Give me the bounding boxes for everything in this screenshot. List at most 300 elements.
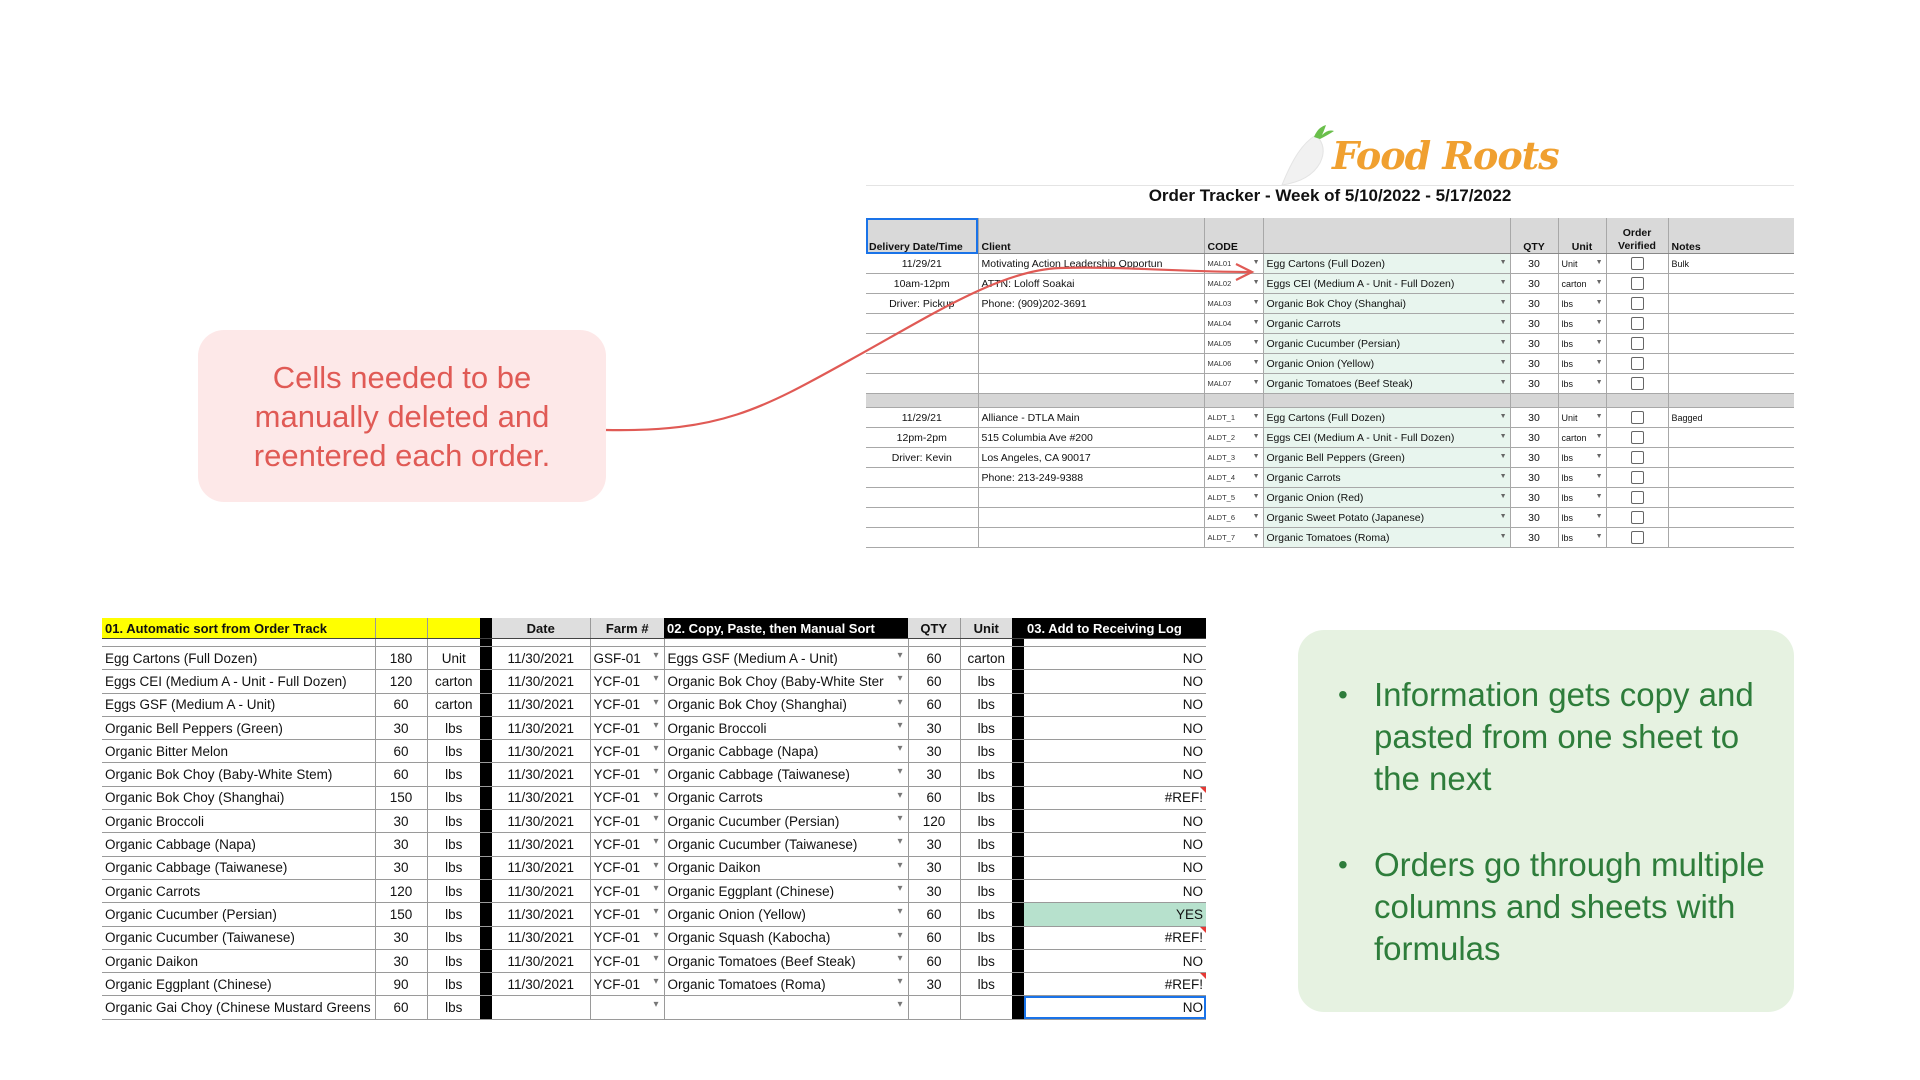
date-cell[interactable]: 11/30/2021 [492,949,590,972]
item-cell[interactable]: Organic Tomatoes (Roma) ▼ [1263,528,1510,548]
client-cell[interactable] [978,334,1204,354]
delivery-cell[interactable] [866,374,978,394]
item-cell[interactable]: Organic Sweet Potato (Japanese) ▼ [1263,508,1510,528]
dropdown-arrow-icon[interactable]: ▼ [1252,453,1260,460]
qty-cell[interactable]: 30 [375,810,427,833]
item2-cell[interactable]: Organic Squash (Kabocha) ▾ [664,926,908,949]
farm-cell[interactable]: YCF-01 ▾ [590,903,664,926]
verified-cell[interactable] [1606,428,1668,448]
unit-cell[interactable]: Unit ▼ [1558,408,1606,428]
notes-cell[interactable] [1668,528,1794,548]
delivery-cell[interactable] [866,528,978,548]
header-delivery[interactable]: Delivery Date/Time [866,218,978,254]
item-cell[interactable]: Organic Broccoli [102,810,375,833]
code-cell[interactable]: ALDT_5 ▼ [1204,488,1263,508]
item-cell[interactable]: Organic Bell Peppers (Green) ▼ [1263,448,1510,468]
delivery-cell[interactable]: 11/29/21 [866,254,978,274]
log-status-cell[interactable]: NO [1024,949,1206,972]
item-cell[interactable]: Organic Onion (Red) ▼ [1263,488,1510,508]
verified-cell[interactable] [1606,334,1668,354]
verified-checkbox[interactable] [1631,411,1644,424]
qty2-cell[interactable]: 60 [908,693,960,716]
item-cell[interactable]: Organic Cucumber (Persian) ▼ [1263,334,1510,354]
header-code[interactable]: CODE [1204,218,1263,254]
dropdown-arrow-icon[interactable]: ▼ [1252,319,1260,326]
unit-cell[interactable]: lbs [427,763,480,786]
client-cell[interactable]: Phone: 213-249-9388 [978,468,1204,488]
unit-cell[interactable]: Unit [427,647,480,670]
dropdown-arrow-icon[interactable]: ▼ [1252,513,1260,520]
item-cell[interactable]: Organic Eggplant (Chinese) [102,973,375,996]
code-cell[interactable]: ALDT_3 ▼ [1204,448,1263,468]
qty-cell[interactable]: 30 [1510,448,1558,468]
qty2-cell[interactable] [908,996,960,1019]
farm-header[interactable]: Farm # [590,618,664,639]
dropdown-arrow-icon[interactable]: ▼ [1499,433,1507,440]
qty2-cell[interactable]: 60 [908,903,960,926]
section3-header[interactable]: 03. Add to Receiving Log [1024,618,1206,639]
farm-cell[interactable] [590,996,664,1019]
delivery-cell[interactable] [866,468,978,488]
unit2-cell[interactable]: lbs [960,926,1012,949]
dropdown-arrow-icon[interactable]: ▼ [1499,359,1507,366]
verified-checkbox[interactable] [1631,337,1644,350]
client-cell[interactable]: Los Angeles, CA 90017 [978,448,1204,468]
unit-cell[interactable]: lbs [427,996,480,1019]
item-cell[interactable]: Organic Bitter Melon [102,740,375,763]
unit2-cell[interactable]: lbs [960,740,1012,763]
date-cell[interactable]: 11/30/2021 [492,810,590,833]
dropdown-arrow-icon[interactable]: ▼ [1499,379,1507,386]
dropdown-arrow-icon[interactable]: ▼ [1595,339,1603,346]
verified-cell[interactable] [1606,488,1668,508]
qty-cell[interactable]: 150 [375,903,427,926]
log-status-cell[interactable]: NO [1024,833,1206,856]
date-cell[interactable]: 11/30/2021 [492,926,590,949]
item-cell[interactable]: Organic Bell Peppers (Green) [102,716,375,739]
item2-cell[interactable]: Organic Tomatoes (Beef Steak) ▾ [664,949,908,972]
farm-cell[interactable]: YCF-01 ▾ [590,693,664,716]
unit2-cell[interactable]: lbs [960,810,1012,833]
qty2-cell[interactable]: 30 [908,973,960,996]
verified-checkbox[interactable] [1631,317,1644,330]
dropdown-arrow-icon[interactable]: ▼ [1499,279,1507,286]
delivery-cell[interactable] [866,314,978,334]
code-cell[interactable]: ALDT_4 ▼ [1204,468,1263,488]
verified-cell[interactable] [1606,354,1668,374]
date-cell[interactable]: 11/30/2021 [492,856,590,879]
qty-cell[interactable]: 30 [375,833,427,856]
item-cell[interactable]: Organic Bok Choy (Shanghai) ▼ [1263,294,1510,314]
unit-cell[interactable]: lbs ▼ [1558,374,1606,394]
qty2-cell[interactable]: 30 [908,763,960,786]
delivery-cell[interactable]: 12pm-2pm [866,428,978,448]
unit2-cell[interactable]: lbs [960,949,1012,972]
unit-cell[interactable]: lbs ▼ [1558,528,1606,548]
notes-cell[interactable] [1668,274,1794,294]
item-cell[interactable]: Organic Tomatoes (Beef Steak) ▼ [1263,374,1510,394]
qty2-cell[interactable]: 60 [908,949,960,972]
qty-cell[interactable]: 30 [1510,374,1558,394]
unit-cell[interactable]: lbs ▼ [1558,314,1606,334]
item-cell[interactable]: Organic Gai Choy (Chinese Mustard Greens [102,996,375,1019]
dropdown-arrow-icon[interactable]: ▼ [1252,279,1260,286]
qty-cell[interactable]: 150 [375,786,427,809]
item-cell[interactable]: Organic Cabbage (Taiwanese) [102,856,375,879]
header-verified[interactable]: Order Verified [1606,218,1668,254]
notes-cell[interactable] [1668,334,1794,354]
dropdown-arrow-icon[interactable]: ▼ [1595,493,1603,500]
unit2-cell[interactable]: lbs [960,716,1012,739]
qty2-cell[interactable]: 60 [908,786,960,809]
dropdown-arrow-icon[interactable]: ▼ [1595,433,1603,440]
dropdown-arrow-icon[interactable]: ▼ [1252,473,1260,480]
farm-cell[interactable]: GSF-01 ▾ [590,647,664,670]
unit-cell[interactable]: Unit ▼ [1558,254,1606,274]
unit2-cell[interactable]: lbs [960,903,1012,926]
date-cell[interactable]: 11/30/2021 [492,716,590,739]
delivery-cell[interactable] [866,354,978,374]
unit-cell[interactable]: lbs ▼ [1558,508,1606,528]
farm-cell[interactable]: YCF-01 ▾ [590,949,664,972]
code-cell[interactable]: MAL01 ▼ [1204,254,1263,274]
unit-cell[interactable]: lbs [427,833,480,856]
date-cell[interactable]: 11/30/2021 [492,879,590,902]
verified-checkbox[interactable] [1631,297,1644,310]
log-status-cell[interactable]: YES [1024,903,1206,926]
dropdown-arrow-icon[interactable]: ▼ [1499,413,1507,420]
unit2-cell[interactable]: lbs [960,670,1012,693]
qty2-cell[interactable]: 60 [908,647,960,670]
notes-cell[interactable] [1668,448,1794,468]
verified-cell[interactable] [1606,408,1668,428]
verified-cell[interactable] [1606,508,1668,528]
qty-cell[interactable]: 30 [1510,528,1558,548]
client-cell[interactable] [978,528,1204,548]
notes-cell[interactable] [1668,488,1794,508]
client-cell[interactable] [978,354,1204,374]
item-cell[interactable]: Organic Bok Choy (Baby-White Stem) [102,763,375,786]
dropdown-arrow-icon[interactable]: ▼ [1252,493,1260,500]
qty-cell[interactable]: 30 [1510,488,1558,508]
item-cell[interactable]: Eggs CEI (Medium A - Unit - Full Dozen) ▼ [1263,274,1510,294]
delivery-cell[interactable] [866,508,978,528]
item-cell[interactable]: Organic Cabbage (Napa) [102,833,375,856]
qty-cell[interactable]: 30 [1510,428,1558,448]
qty-cell[interactable]: 60 [375,740,427,763]
dropdown-arrow-icon[interactable]: ▼ [1252,359,1260,366]
verified-cell[interactable] [1606,374,1668,394]
item2-cell[interactable]: Organic Cucumber (Taiwanese) ▾ [664,833,908,856]
qty-cell[interactable]: 30 [375,949,427,972]
unit2-cell[interactable]: lbs [960,786,1012,809]
item-cell[interactable]: Egg Cartons (Full Dozen) [102,647,375,670]
qty-cell[interactable]: 30 [1510,408,1558,428]
unit-cell[interactable]: lbs ▼ [1558,354,1606,374]
verified-cell[interactable] [1606,254,1668,274]
unit2-cell[interactable]: lbs [960,763,1012,786]
farm-cell[interactable]: YCF-01 ▾ [590,670,664,693]
code-cell[interactable]: ALDT_7 ▼ [1204,528,1263,548]
unit-cell[interactable]: lbs ▼ [1558,448,1606,468]
farm-cell[interactable]: YCF-01 ▾ [590,926,664,949]
delivery-cell[interactable]: Driver: Kevin [866,448,978,468]
unit-cell[interactable]: carton [427,670,480,693]
client-cell[interactable]: Alliance - DTLA Main [978,408,1204,428]
notes-cell[interactable] [1668,354,1794,374]
date-cell[interactable]: 11/30/2021 [492,786,590,809]
log-status-cell[interactable]: NO [1024,879,1206,902]
item-cell[interactable]: Organic Carrots [102,879,375,902]
dropdown-arrow-icon[interactable]: ▼ [1595,299,1603,306]
client-cell[interactable]: ATTN: Loloff Soakai [978,274,1204,294]
verified-cell[interactable] [1606,528,1668,548]
notes-cell[interactable]: Bulk [1668,254,1794,274]
date-cell[interactable]: 11/30/2021 [492,903,590,926]
log-status-cell[interactable]: NO [1024,670,1206,693]
header-qty[interactable]: QTY [1510,218,1558,254]
farm-cell[interactable]: YCF-01 ▾ [590,879,664,902]
verified-checkbox[interactable] [1631,531,1644,544]
dropdown-arrow-icon[interactable]: ▼ [1595,413,1603,420]
dropdown-arrow-icon[interactable]: ▼ [1252,299,1260,306]
qty-cell[interactable]: 60 [375,763,427,786]
dropdown-arrow-icon[interactable]: ▼ [1595,359,1603,366]
farm-cell[interactable]: YCF-01 ▾ [590,763,664,786]
farm-cell[interactable]: YCF-01 ▾ [590,833,664,856]
header-notes[interactable]: Notes [1668,218,1794,254]
unit-cell[interactable]: lbs [427,926,480,949]
date-cell[interactable]: 11/30/2021 [492,763,590,786]
verified-cell[interactable] [1606,274,1668,294]
delivery-cell[interactable]: Driver: Pickup [866,294,978,314]
dropdown-arrow-icon[interactable]: ▼ [1595,259,1603,266]
dropdown-arrow-icon[interactable]: ▼ [1499,453,1507,460]
farm-cell[interactable]: YCF-01 ▾ [590,740,664,763]
item-cell[interactable]: Organic Daikon [102,949,375,972]
verified-checkbox[interactable] [1631,491,1644,504]
qty-cell[interactable]: 30 [1510,254,1558,274]
dropdown-arrow-icon[interactable]: ▼ [1252,533,1260,540]
unit-cell[interactable]: lbs [427,856,480,879]
farm-cell[interactable]: YCF-01 ▾ [590,856,664,879]
qty-cell[interactable]: 60 [375,693,427,716]
qty2-cell[interactable]: 60 [908,670,960,693]
dropdown-arrow-icon[interactable]: ▼ [1252,433,1260,440]
verified-checkbox[interactable] [1631,277,1644,290]
date-cell[interactable] [492,996,590,1019]
qty-cell[interactable]: 90 [375,973,427,996]
qty-cell[interactable]: 120 [375,879,427,902]
item2-cell[interactable]: Organic Cucumber (Persian) ▾ [664,810,908,833]
dropdown-arrow-icon[interactable]: ▼ [1252,379,1260,386]
dropdown-arrow-icon[interactable]: ▼ [1499,493,1507,500]
dropdown-arrow-icon[interactable]: ▼ [1595,473,1603,480]
date-cell[interactable]: 11/30/2021 [492,647,590,670]
item2-cell[interactable]: Organic Bok Choy (Shanghai) ▾ [664,693,908,716]
log-status-cell[interactable]: #REF! [1024,786,1206,809]
delivery-cell[interactable]: 10am-12pm [866,274,978,294]
qty2-cell[interactable]: 30 [908,833,960,856]
dropdown-arrow-icon[interactable]: ▼ [1252,413,1260,420]
log-status-cell[interactable]: NO [1024,763,1206,786]
dropdown-arrow-icon[interactable]: ▼ [1499,339,1507,346]
header-unit[interactable]: Unit [1558,218,1606,254]
dropdown-arrow-icon[interactable]: ▼ [1595,279,1603,286]
section1-header[interactable]: 01. Automatic sort from Order Track [102,618,375,639]
verified-checkbox[interactable] [1631,431,1644,444]
unit-cell[interactable]: lbs [427,716,480,739]
qty2-cell[interactable]: 30 [908,879,960,902]
date-cell[interactable]: 11/30/2021 [492,973,590,996]
client-cell[interactable] [978,508,1204,528]
notes-cell[interactable] [1668,314,1794,334]
qty-cell[interactable]: 30 [1510,354,1558,374]
item-cell[interactable]: Organic Carrots ▼ [1263,314,1510,334]
section1-unit-header[interactable] [427,618,480,639]
verified-checkbox[interactable] [1631,451,1644,464]
item2-cell[interactable]: Organic Carrots ▾ [664,786,908,809]
unit-cell[interactable]: lbs [427,786,480,809]
code-cell[interactable]: ALDT_1 ▼ [1204,408,1263,428]
date-cell[interactable]: 11/30/2021 [492,693,590,716]
unit-cell[interactable]: carton ▼ [1558,274,1606,294]
unit-cell[interactable]: carton [427,693,480,716]
unit2-cell[interactable]: lbs [960,856,1012,879]
code-cell[interactable]: MAL07 ▼ [1204,374,1263,394]
unit2-cell[interactable]: lbs [960,879,1012,902]
code-cell[interactable]: ALDT_6 ▼ [1204,508,1263,528]
qty-cell[interactable]: 30 [1510,334,1558,354]
qty-cell[interactable]: 30 [375,926,427,949]
log-status-cell[interactable]: NO [1024,647,1206,670]
unit-cell[interactable]: lbs [427,879,480,902]
item-cell[interactable]: Eggs GSF (Medium A - Unit) [102,693,375,716]
delivery-cell[interactable] [866,334,978,354]
notes-cell[interactable] [1668,294,1794,314]
qty-cell[interactable]: 30 [1510,468,1558,488]
qty2-cell[interactable]: 30 [908,716,960,739]
farm-cell[interactable]: YCF-01 ▾ [590,973,664,996]
section2-header[interactable]: 02. Copy, Paste, then Manual Sort [664,618,908,639]
verified-checkbox[interactable] [1631,377,1644,390]
item-cell[interactable]: Organic Bok Choy (Shanghai) [102,786,375,809]
item-cell[interactable]: Eggs CEI (Medium A - Unit - Full Dozen) [102,670,375,693]
dropdown-arrow-icon[interactable]: ▼ [1499,533,1507,540]
unit-cell[interactable]: lbs [427,810,480,833]
farm-cell[interactable]: YCF-01 ▾ [590,716,664,739]
notes-cell[interactable] [1668,374,1794,394]
unit-cell[interactable]: lbs [427,949,480,972]
unit2-cell[interactable]: carton [960,647,1012,670]
unit-cell[interactable]: lbs ▼ [1558,294,1606,314]
unit2-cell[interactable]: lbs [960,973,1012,996]
unit-cell[interactable]: lbs ▼ [1558,488,1606,508]
item2-cell[interactable]: Organic Cabbage (Taiwanese) ▾ [664,763,908,786]
log-status-cell[interactable]: NO [1024,693,1206,716]
dropdown-arrow-icon[interactable]: ▼ [1595,513,1603,520]
item-cell[interactable]: Eggs CEI (Medium A - Unit - Full Dozen) ▼ [1263,428,1510,448]
qty-cell[interactable]: 60 [375,996,427,1019]
qty-cell[interactable]: 30 [1510,314,1558,334]
log-status-cell[interactable]: NO [1024,996,1206,1019]
item2-cell[interactable]: Organic Eggplant (Chinese) ▾ [664,879,908,902]
log-status-cell[interactable]: NO [1024,716,1206,739]
qty2-cell[interactable]: 30 [908,740,960,763]
notes-cell[interactable] [1668,508,1794,528]
qty2-cell[interactable]: 30 [908,856,960,879]
delivery-cell[interactable]: 11/29/21 [866,408,978,428]
item2-cell[interactable]: Eggs GSF (Medium A - Unit) ▾ [664,647,908,670]
date-cell[interactable]: 11/30/2021 [492,740,590,763]
unit-cell[interactable]: lbs ▼ [1558,468,1606,488]
code-cell[interactable]: MAL05 ▼ [1204,334,1263,354]
verified-checkbox[interactable] [1631,471,1644,484]
farm-cell[interactable]: YCF-01 ▾ [590,786,664,809]
dropdown-arrow-icon[interactable]: ▼ [1499,513,1507,520]
client-cell[interactable]: 515 Columbia Ave #200 [978,428,1204,448]
section1-qty-header[interactable] [375,618,427,639]
header-client[interactable]: Client [978,218,1204,254]
qty-cell[interactable]: 30 [1510,508,1558,528]
client-cell[interactable]: Phone: (909)202-3691 [978,294,1204,314]
log-status-cell[interactable]: NO [1024,740,1206,763]
item-cell[interactable]: Organic Carrots ▼ [1263,468,1510,488]
verified-cell[interactable] [1606,468,1668,488]
unit-cell[interactable]: lbs ▼ [1558,334,1606,354]
unit-cell[interactable]: lbs [427,740,480,763]
qty-cell[interactable]: 30 [375,716,427,739]
date-cell[interactable]: 11/30/2021 [492,833,590,856]
item2-cell[interactable]: Organic Daikon ▾ [664,856,908,879]
unit-cell[interactable]: carton ▼ [1558,428,1606,448]
qty-cell[interactable]: 30 [375,856,427,879]
verified-cell[interactable] [1606,314,1668,334]
dropdown-arrow-icon[interactable]: ▼ [1499,319,1507,326]
date-header[interactable]: Date [492,618,590,639]
item-cell[interactable]: Egg Cartons (Full Dozen) ▼ [1263,408,1510,428]
dropdown-arrow-icon[interactable]: ▼ [1499,299,1507,306]
delivery-cell[interactable] [866,488,978,508]
client-cell[interactable] [978,488,1204,508]
verified-cell[interactable] [1606,448,1668,468]
dropdown-arrow-icon[interactable]: ▼ [1595,453,1603,460]
dropdown-arrow-icon[interactable]: ▼ [1499,259,1507,266]
notes-cell[interactable] [1668,428,1794,448]
dropdown-arrow-icon[interactable]: ▼ [1595,379,1603,386]
qty-cell[interactable]: 120 [375,670,427,693]
dropdown-arrow-icon[interactable]: ▼ [1499,473,1507,480]
qty-header[interactable]: QTY [908,618,960,639]
verified-cell[interactable] [1606,294,1668,314]
dropdown-arrow-icon[interactable]: ▼ [1595,533,1603,540]
date-cell[interactable]: 11/30/2021 [492,670,590,693]
item2-cell[interactable] [664,996,908,1019]
client-cell[interactable]: Motivating Action Leadership Opportun [978,254,1204,274]
unit2-cell[interactable]: lbs [960,693,1012,716]
code-cell[interactable]: MAL02 ▼ [1204,274,1263,294]
item2-cell[interactable]: Organic Onion (Yellow) ▾ [664,903,908,926]
qty2-cell[interactable]: 60 [908,926,960,949]
log-status-cell[interactable]: #REF! [1024,973,1206,996]
item2-cell[interactable]: Organic Cabbage (Napa) ▾ [664,740,908,763]
dropdown-arrow-icon[interactable]: ▼ [1252,259,1260,266]
code-cell[interactable]: MAL03 ▼ [1204,294,1263,314]
item2-cell[interactable]: Organic Broccoli ▾ [664,716,908,739]
item-cell[interactable]: Organic Cucumber (Taiwanese) [102,926,375,949]
qty-cell[interactable]: 30 [1510,294,1558,314]
verified-checkbox[interactable] [1631,511,1644,524]
